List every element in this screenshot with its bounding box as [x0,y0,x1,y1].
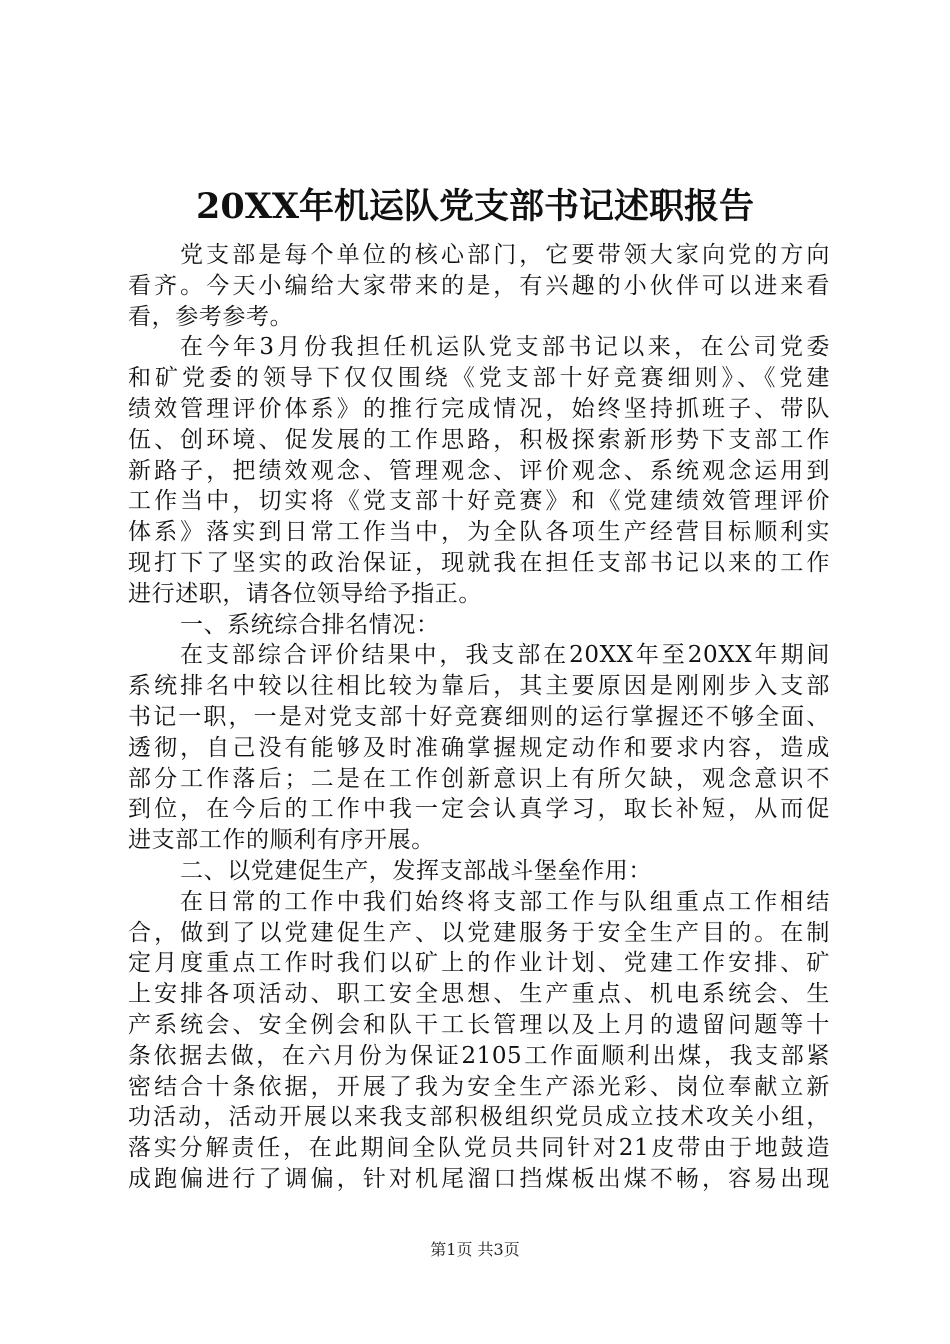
paragraph-line: 系统排名中较以往相比较为靠后，其主要原因是刚刚步入支部 [128,673,830,700]
paragraph-line: 功活动，活动开展以来我支部积极组织党员成立技术攻关小组， [128,1104,830,1131]
page-number-footer: 第1页 共3页 [430,1240,520,1259]
paragraph-line: 伍、创环境、促发展的工作思路，积极探索新形势下支部工作 [128,426,830,453]
paragraph-line: 透彻，自己没有能够及时准确掌握规定动作和要求内容，造成 [128,734,830,761]
paragraph-line: 体系》落实到日常工作当中，为全队各项生产经营目标顺利实 [128,519,830,546]
paragraph-line: 部分工作落后；二是在工作创新意识上有所欠缺，观念意识不 [128,765,830,792]
paragraph-line: 和矿党委的领导下仅仅围绕《党支部十好竞赛细则》、《党建 [128,365,830,392]
document-body [128,240,830,1195]
paragraph-line: 党支部是每个单位的核心部门，它要带领大家向党的方向 [180,242,830,268]
paragraph-line: 到位，在今后的工作中我一定会认真学习，取长补短，从而促 [128,796,830,823]
paragraph-line: 定月度重点工作时我们以矿上的作业计划、党建工作安排、矿 [128,950,830,977]
paragraph-line: 绩效管理评价体系》的推行完成情况，始终坚持抓班子、带队 [128,395,830,422]
paragraph-line: 条依据去做，在六月份为保证2105工作面顺利出煤，我支部紧 [128,1042,830,1069]
paragraph-line: 成跑偏进行了调偏，针对机尾溜口挡煤板出煤不畅，容易出现 [128,1165,830,1192]
paragraph-line: 新路子，把绩效观念、管理观念、评价观念、系统观念运用到 [128,457,830,484]
paragraph-line: 进行述职，请各位领导给予指正。 [128,580,482,607]
paragraph-line: 在日常的工作中我们始终将支部工作与队组重点工作相结 [180,888,830,915]
paragraph-line: 上安排各项活动、职工安全思想、生产重点、机电系统会、生 [128,981,830,1008]
paragraph-line: 在支部综合评价结果中，我支部在20XX年至20XX年期间 [180,642,830,669]
paragraph-line: 现打下了坚实的政治保证，现就我在担任支部书记以来的工作 [128,549,830,576]
section-heading: 一、系统综合排名情况： [180,611,440,638]
paragraph-line: 进支部工作的顺利有序开展。 [128,827,435,854]
paragraph-line: 落实分解责任，在此期间全队党员共同针对21皮带由于地鼓造 [128,1135,830,1162]
paragraph-line: 工作当中，切实将《党支部十好竞赛》和《党建绩效管理评价 [128,488,830,515]
document-title: 20XX年机运队党支部书记述职报告 [195,186,755,227]
paragraph-line: 在今年3月份我担任机运队党支部书记以来，在公司党委 [180,334,830,361]
paragraph-line: 看齐。今天小编给大家带来的是，有兴趣的小伙伴可以进来看 [128,272,830,299]
paragraph-line: 书记一职，一是对党支部十好竞赛细则的运行掌握还不够全面、 [128,703,830,730]
section-heading: 二、以党建促生产，发挥支部战斗堡垒作用： [180,857,652,884]
paragraph-line: 合，做到了以党建促生产、以党建服务于安全生产目的。在制 [128,919,830,946]
paragraph-line: 密结合十条依据，开展了我为安全生产添光彩、岗位奉献立新 [128,1073,830,1100]
paragraph-line: 看，参考参考。 [128,303,294,330]
paragraph-line: 产系统会、安全例会和队干工长管理以及上月的遗留问题等十 [128,1011,830,1038]
